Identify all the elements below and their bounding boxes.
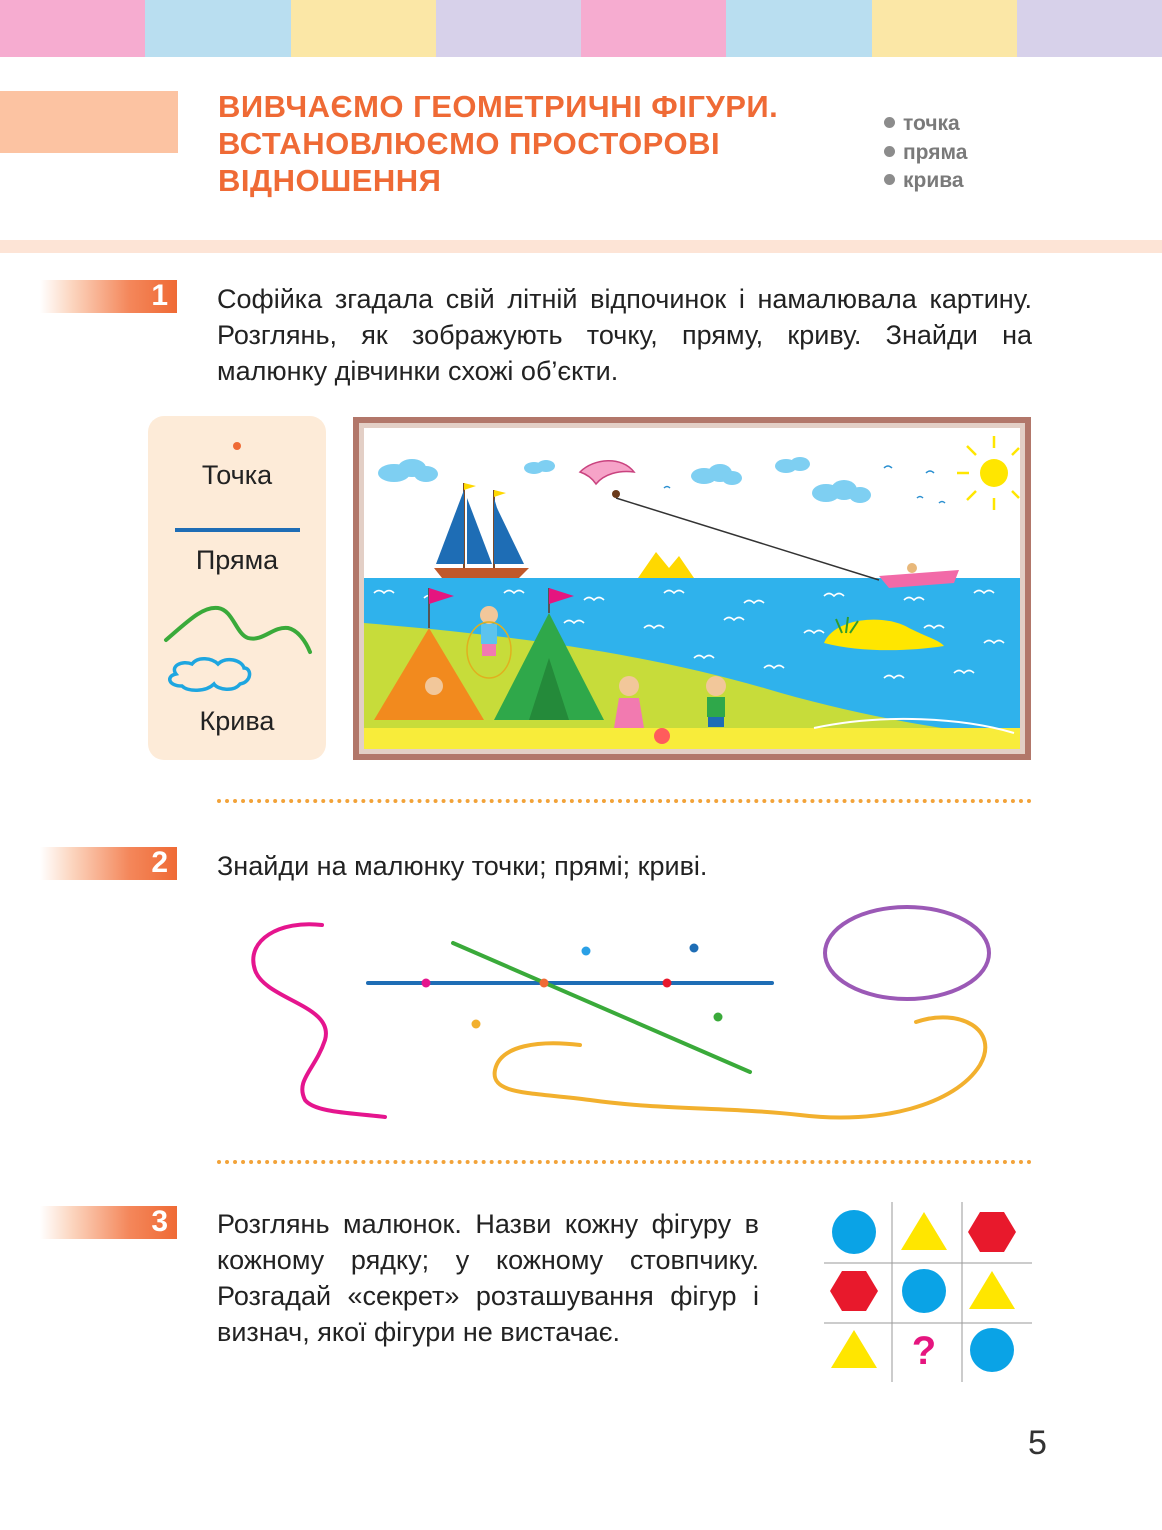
- task-number: 1: [151, 279, 168, 312]
- dark-blue-point: [690, 944, 699, 953]
- section-divider: [217, 799, 1032, 803]
- light-blue-point: [582, 947, 591, 956]
- header-color-bar: [0, 0, 1162, 57]
- color-segment: [581, 0, 726, 57]
- task-number-tab: [40, 280, 177, 313]
- closed-curve-sample-icon: [170, 659, 250, 691]
- page-number: 5: [1028, 1424, 1047, 1462]
- bullet-icon: [884, 117, 895, 128]
- task-1-text: Софійка згадала свій літній відпочинок і намалювала картину. Розглянь, як зображують точку, пряму, криву. Знайди на малюнку дівчинки схожі об’єкти.: [217, 284, 1032, 386]
- triangle-shape: [969, 1271, 1015, 1309]
- keyword-item: [884, 139, 967, 168]
- task-3-text: Розглянь малюнок. Назви кожну фігуру в кожному рядку; у кожному стовпчику. Розгадай «секрет» розташування фігур і визнач, якої фігури не вистачає.: [217, 1209, 759, 1347]
- circle-shape: [902, 1269, 946, 1313]
- yellow-point: [472, 1020, 481, 1029]
- triangle-shape: [831, 1330, 877, 1368]
- green-point: [714, 1013, 723, 1022]
- lesson-title: [218, 88, 858, 199]
- point-sample-icon: [233, 442, 241, 450]
- color-segment: [872, 0, 1017, 57]
- boat-driver: [907, 563, 917, 573]
- curve-sample-icon: [166, 608, 310, 652]
- question-mark: ?: [911, 1329, 937, 1373]
- boy-in-green: [706, 676, 726, 727]
- keyword-item: [884, 110, 967, 139]
- shape-grid: [822, 1200, 1034, 1384]
- beach-picture: [364, 428, 1020, 749]
- lesson-title-line: ВСТАНОВЛЮЄМО ПРОСТОРОВІ: [218, 126, 721, 161]
- color-segment: [726, 0, 871, 57]
- color-segment: [436, 0, 581, 57]
- keyword-label: точка: [903, 112, 960, 135]
- orange-point: [540, 979, 549, 988]
- title-accent-tab: [0, 91, 178, 153]
- task-number-tab: [40, 847, 177, 880]
- lesson-title-line: ВІДНОШЕННЯ: [218, 163, 442, 198]
- color-segment: [0, 0, 145, 57]
- red-point: [663, 979, 672, 988]
- color-segment: [1017, 0, 1162, 57]
- green-line: [453, 943, 750, 1072]
- hexagon-shape: [830, 1271, 878, 1311]
- circle-shape: [970, 1328, 1014, 1372]
- triangle-shape: [901, 1212, 947, 1250]
- bullet-icon: [884, 174, 895, 185]
- section-divider: [217, 1160, 1032, 1164]
- legend-curve-label: Крива: [199, 706, 275, 736]
- circle-shape: [832, 1210, 876, 1254]
- bullet-icon: [884, 146, 895, 157]
- beach-ball-icon: [654, 728, 670, 744]
- purple-closed-curve: [825, 907, 989, 999]
- task-number-tab: [40, 1206, 177, 1239]
- header-divider: [0, 240, 1162, 253]
- beach-picture-frame: [353, 417, 1031, 760]
- color-segment: [145, 0, 290, 57]
- legend-card: [148, 416, 326, 760]
- keyword-label: пряма: [903, 140, 968, 164]
- parasailer: [612, 490, 620, 498]
- magenta-point: [422, 979, 431, 988]
- keyword-list: [884, 110, 967, 196]
- magenta-curve: [253, 924, 385, 1117]
- task-number: 3: [151, 1205, 168, 1238]
- task-number: 2: [151, 846, 168, 879]
- child-in-tent: [425, 677, 443, 695]
- keyword-label: крива: [903, 169, 964, 192]
- sand-strip: [364, 728, 1020, 749]
- hexagon-shape: [968, 1212, 1016, 1252]
- color-segment: [291, 0, 436, 57]
- lesson-title-line: ВИВЧАЄМО ГЕОМЕТРИЧНІ ФІГУРИ.: [218, 89, 779, 124]
- beach-picture-mat: [359, 423, 1025, 754]
- keyword-item: [884, 167, 967, 196]
- grid-cells: [830, 1210, 1016, 1373]
- legend-point-label: Точка: [201, 460, 273, 490]
- points-lines-curves-figure: [240, 895, 1000, 1135]
- legend-line-label: Пряма: [195, 545, 279, 575]
- task-2-text: Знайди на малюнку точки; прямі; криві.: [217, 851, 708, 881]
